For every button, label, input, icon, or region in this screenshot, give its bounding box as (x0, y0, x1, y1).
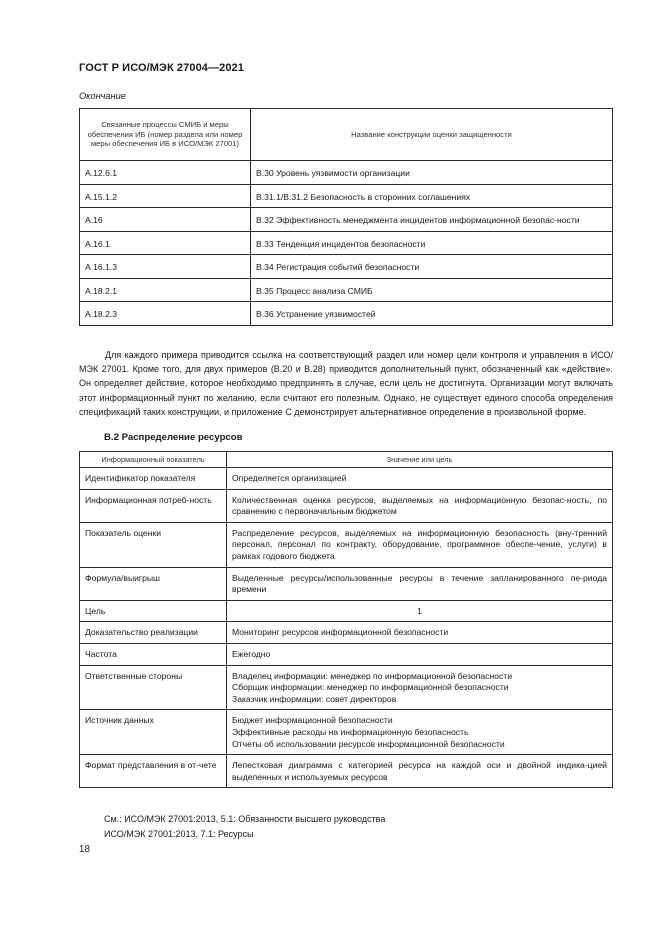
reference-line: См.: ИСО/МЭК 27001:2013, 5.1: Обязанности высшего руководства (104, 814, 386, 824)
value-line: Мониторинг ресурсов информационной безопасности (232, 627, 449, 638)
construct-name: В.30 Уровень уязвимости организации (251, 161, 613, 185)
indicator-value (227, 755, 613, 788)
indicator-value (227, 710, 613, 755)
document-header: ГОСТ Р ИСО/МЭК 27004—2021 (79, 62, 244, 74)
control-number: А 16.1.3 (80, 255, 251, 279)
continuation-label: Окончание (79, 91, 126, 101)
table-row (80, 622, 613, 644)
indicator-label: Доказательство реализации (80, 622, 227, 644)
table-header-cell: Значение или цель (227, 452, 613, 468)
value-line: Выделенные ресурсы/использованные ресурсы в течение запланированного пе-риода времени (232, 572, 607, 595)
indicator-label: Идентификатор показателя (80, 468, 227, 490)
value-line: 1 (417, 605, 422, 616)
table-header-cell: Название конструкции оценки защищенности (251, 109, 613, 161)
indicator-value (227, 468, 613, 490)
indicator-label: Формула/выигрыш (80, 567, 227, 600)
value-line: Распределение ресурсов, выделяемых на информационную безопасность (вну-тренний персонал, персонал по контракту, оборудование, программное обеспе-чение, услуги) в рамках годового бюджета (232, 527, 607, 561)
table-row (80, 184, 613, 208)
control-number: А.16.1 (80, 231, 251, 255)
controls-table (79, 108, 613, 326)
table-row (80, 161, 613, 185)
indicator-value (227, 489, 613, 522)
table-row (80, 665, 613, 710)
construct-name: В.36 Устранение уязвимостей (251, 302, 613, 326)
control-number: А.16 (80, 208, 251, 232)
indicator-value (227, 665, 613, 710)
table-header-cell: Связанные процессы СМИБ и меры обеспечения ИБ (номер раздела или номер меры обеспечения ИБ в ИСО/МЭК 27001) (80, 109, 251, 161)
table-row (80, 600, 613, 622)
construct-name: В.34 Регистрация событий безопасности (251, 255, 613, 279)
value-line: Лепестковая диаграмма с категорией ресурса на каждой оси и двойной индика-цией выделенных и используемых ресурсов (232, 760, 607, 782)
control-number: А.12.6.1 (80, 161, 251, 185)
table-row (80, 468, 613, 490)
construct-name: В.32 Эффективность менеджмента инцидентов информационной безопас-ности (251, 208, 613, 232)
table-row (80, 567, 613, 600)
table-row (80, 710, 613, 755)
table-row (80, 755, 613, 788)
value-line: Сборщик информации: менеджер по информационной безопасности (232, 682, 509, 693)
table-row (80, 643, 613, 665)
value-line: Отчеты об использовании ресурсов информационной безопасности (232, 738, 505, 749)
value-line: Количественная оценка ресурсов, выделяемых на информационную безопас-ность, по сравнению с первоначальным бюджетом (232, 494, 607, 517)
indicator-label: Формат представления в от-чете (80, 755, 227, 788)
references (104, 812, 385, 842)
table-row (80, 255, 613, 279)
value-line: Определяется организацией (232, 473, 347, 483)
control-number: А.18.2.1 (80, 278, 251, 302)
table-header-row (80, 109, 613, 161)
construct-name: В.33 Тенденция инцидентов безопасности (251, 231, 613, 255)
table-row (80, 231, 613, 255)
value-line: Ежегодно (232, 648, 271, 659)
section-title: В.2 Распределение ресурсов (104, 432, 243, 443)
table-row (80, 208, 613, 232)
table-row (80, 522, 613, 567)
indicator-label: Информационная потреб-ность (80, 489, 227, 522)
indicator-label: Частота (80, 643, 227, 665)
page-number: 18 (79, 844, 90, 855)
indicator-value (227, 643, 613, 665)
indicator-value (227, 600, 613, 622)
resource-allocation-table (79, 451, 613, 788)
indicator-label: Ответственные стороны (80, 665, 227, 710)
indicator-label: Источник данных (80, 710, 227, 755)
indicator-label: Показатель оценки (80, 522, 227, 567)
table-header-row (80, 452, 613, 468)
indicator-label: Цель (80, 600, 227, 622)
construct-name: В.31.1/В.31.2 Безопасность в сторонних соглашениях (251, 184, 613, 208)
indicator-value (227, 622, 613, 644)
value-line: Владелец информации: менеджер по информационной безопасности (232, 670, 513, 681)
indicator-value (227, 567, 613, 600)
control-number: А.18.2.3 (80, 302, 251, 326)
body-paragraph: Для каждого примера приводится ссылка на соответствующий раздел или номер цели контроля и управления в ИСО/МЭК 27001. Кроме того, для двух примеров (В.20 и В.28) приводится дополнительный пункт, обозначенный как «действие». Он определяет действие, которое необходимо предпринять в случае, если цель не достигнута. Организации могут включать этот информационный пункт по желанию, если считают его полезным. Однако, не существует единого способа определения спецификаций таких конструкции, и приложение С демонстрирует альтернативное определение в произвольной форме. (79, 350, 613, 417)
value-line: Эффективные расходы на информационную безопасность (232, 726, 469, 737)
construct-name: В.35 Процесс анализа СМИБ (251, 278, 613, 302)
table-row (80, 278, 613, 302)
table-row (80, 489, 613, 522)
value-line: Заказчик информации: совет директоров (232, 693, 397, 704)
control-number: А.15.1.2 (80, 184, 251, 208)
value-line: Бюджет информационной безопасности (232, 715, 393, 726)
indicator-value (227, 522, 613, 567)
table-header-cell: Информационный показатель (80, 452, 227, 468)
reference-line: ИСО/МЭК 27001:2013, 7.1: Ресурсы (104, 829, 254, 839)
table-row (80, 302, 613, 326)
